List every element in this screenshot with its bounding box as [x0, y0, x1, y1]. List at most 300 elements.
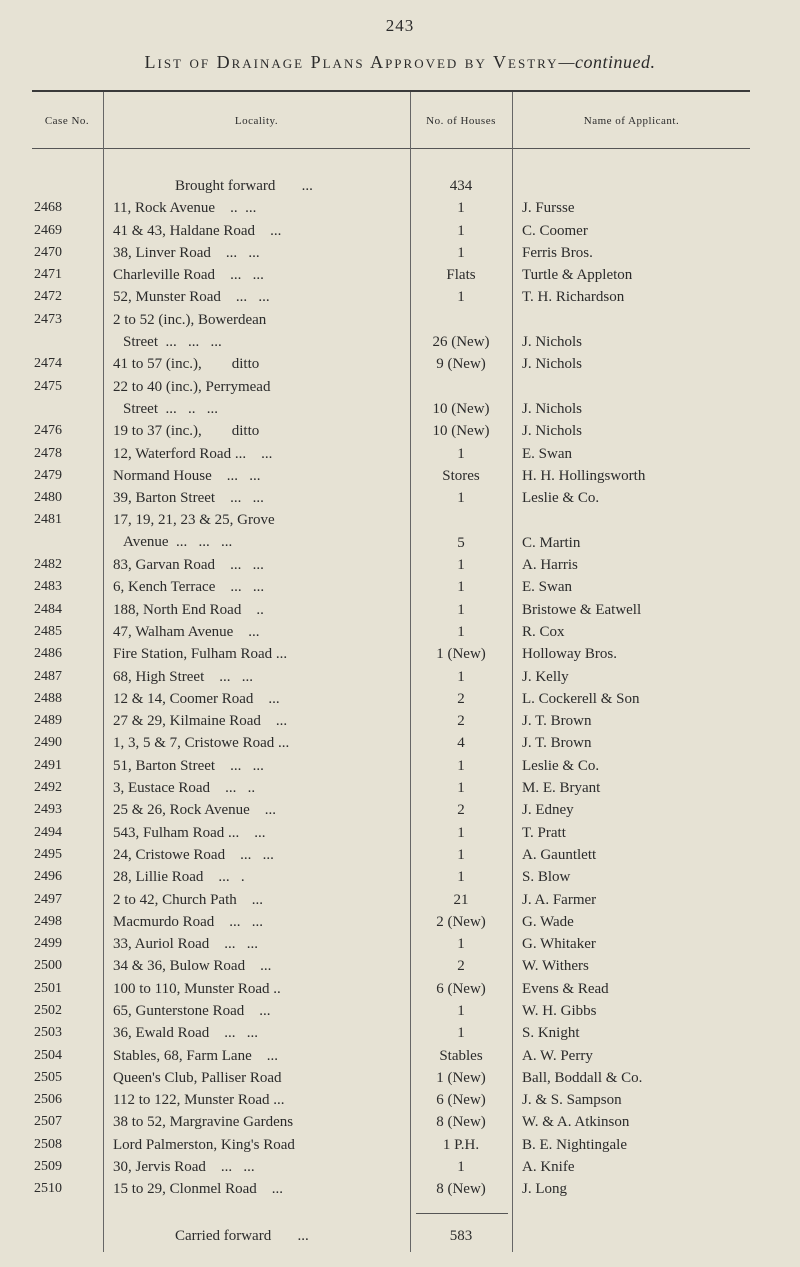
applicant-name: J. Nichols	[522, 356, 582, 373]
leader-dots: ...	[275, 713, 288, 730]
table-row	[0, 933, 800, 955]
locality-continuation: Street ... ... ...	[123, 333, 222, 350]
brought-forward-row	[0, 175, 800, 197]
case-number: 2476	[34, 423, 62, 439]
applicant-name: J. & S. Sampson	[522, 1092, 622, 1109]
case-number: 2489	[34, 713, 62, 729]
table-row	[0, 978, 800, 1000]
table-row	[0, 576, 800, 598]
table-row	[0, 666, 800, 688]
applicant-name: S. Knight	[522, 1025, 580, 1042]
leader-dots: ... ...	[240, 846, 274, 863]
locality-cell	[113, 264, 403, 286]
case-number: 2470	[34, 244, 62, 260]
locality-text: 83, Garvan Road	[113, 557, 216, 574]
applicant-name: A. Knife	[522, 1159, 575, 1176]
locality-text: 25 & 26, Rock Avenue	[113, 802, 250, 819]
locality-cell	[113, 286, 403, 308]
leader-dots: ... ...	[219, 668, 253, 685]
locality-continuation: Avenue ... ... ...	[123, 534, 233, 551]
locality-text: Normand House	[113, 467, 212, 484]
applicant-name: J. Edney	[522, 802, 574, 819]
applicant-name: E. Swan	[522, 579, 572, 596]
locality-text: 543, Fulham Road ...	[113, 824, 240, 841]
locality-cell	[113, 1089, 403, 1111]
table-row	[0, 866, 800, 888]
houses-count: 21	[453, 891, 469, 908]
houses-count: 1	[457, 490, 465, 507]
applicant-name: W. Withers	[522, 958, 589, 975]
locality-text: 2 to 52 (inc.), Bowerdean	[113, 311, 267, 328]
leader-dots: ... ...	[229, 913, 263, 930]
locality-cell	[113, 933, 403, 955]
leader-dots: ... ...	[230, 267, 264, 284]
houses-count: 10 (New)	[432, 400, 490, 417]
locality-text: 1, 3, 5 & 7, Cristowe Road ...	[113, 735, 290, 752]
page-number: 243	[385, 16, 415, 35]
table-row	[0, 353, 800, 375]
houses-count: 1 (New)	[436, 1069, 486, 1086]
locality-cell	[113, 666, 403, 688]
locality-cell	[113, 822, 403, 844]
applicant-name: Holloway Bros.	[522, 646, 617, 663]
table-row	[0, 465, 800, 487]
locality-cell	[113, 509, 403, 553]
case-number: 2491	[34, 757, 62, 773]
case-number: 2495	[34, 846, 62, 862]
leader-dots: ... ...	[225, 244, 260, 261]
case-number: 2497	[34, 891, 62, 907]
top-rule	[32, 90, 750, 92]
total-rule	[416, 1213, 508, 1214]
applicant-name: W. & A. Atkinson	[522, 1114, 630, 1131]
locality-cell	[113, 911, 403, 933]
locality-cell	[113, 777, 403, 799]
locality-text: Stables, 68, Farm Lane	[113, 1047, 252, 1064]
houses-count: 1	[457, 846, 465, 863]
case-number: 2492	[34, 780, 62, 796]
houses-count: 1	[457, 623, 465, 640]
table-row	[0, 688, 800, 710]
locality-cell	[113, 1045, 403, 1067]
applicant-name: Leslie & Co.	[522, 757, 600, 774]
applicant-name: H. H. Hollingsworth	[522, 467, 646, 484]
applicant-name: A. W. Perry	[522, 1047, 593, 1064]
case-number: 2480	[34, 490, 62, 506]
houses-count: 1 P.H.	[442, 1136, 480, 1153]
houses-count: 5	[457, 534, 465, 551]
case-number: 2496	[34, 869, 62, 885]
locality-text: 65, Gunterstone Road	[113, 1002, 245, 1019]
locality-cell	[113, 1156, 403, 1178]
table-row	[0, 197, 800, 219]
header-houses: No. of Houses	[426, 114, 496, 127]
table-row	[0, 286, 800, 308]
houses-count: 1	[457, 244, 465, 261]
table-row	[0, 822, 800, 844]
locality-cell	[113, 487, 403, 509]
table-row	[0, 732, 800, 754]
brought-forward-value: 434	[449, 178, 473, 194]
locality-text: 24, Cristowe Road	[113, 846, 226, 863]
locality-cell	[113, 309, 403, 353]
leader-dots: ..	[256, 601, 264, 618]
leader-dots: .. ...	[230, 200, 257, 217]
case-number: 2504	[34, 1047, 62, 1063]
houses-count: 1	[457, 289, 465, 306]
applicant-name: Leslie & Co.	[522, 490, 600, 507]
leader-dots: ... ...	[235, 289, 270, 306]
locality-cell	[113, 889, 403, 911]
houses-count: Stores	[442, 467, 480, 484]
applicant-name: C. Coomer	[522, 222, 588, 239]
case-number: 2503	[34, 1025, 62, 1041]
houses-count: 1	[457, 780, 465, 797]
houses-count: 6 (New)	[436, 1092, 486, 1109]
leader-dots: ... .	[218, 869, 245, 886]
locality-text: 41 & 43, Haldane Road	[113, 222, 256, 239]
houses-count: 1	[457, 1159, 465, 1176]
locality-cell	[113, 197, 403, 219]
leader-dots: ...	[260, 958, 272, 975]
case-number: 2494	[34, 824, 62, 840]
case-number: 2483	[34, 579, 62, 595]
locality-cell	[113, 844, 403, 866]
locality-cell	[113, 576, 403, 598]
case-number: 2510	[34, 1181, 62, 1197]
applicant-name: M. E. Bryant	[522, 780, 601, 797]
case-number: 2473	[34, 311, 62, 327]
locality-cell	[113, 1022, 403, 1044]
applicant-name: G. Wade	[522, 913, 574, 930]
houses-count: 4	[457, 735, 465, 752]
applicant-name: Evens & Read	[522, 980, 609, 997]
applicant-name: J. Long	[522, 1181, 567, 1198]
locality-cell	[113, 1067, 403, 1089]
table-row	[0, 420, 800, 442]
case-number: 2493	[34, 802, 62, 818]
case-number: 2507	[34, 1114, 62, 1130]
locality-cell	[113, 1178, 403, 1200]
case-number: 2499	[34, 936, 62, 952]
case-number: 2488	[34, 690, 62, 706]
table-row	[0, 844, 800, 866]
table-row	[0, 1000, 800, 1022]
locality-cell	[113, 755, 403, 777]
header-applicant: Name of Applicant.	[583, 114, 680, 127]
case-number: 2502	[34, 1002, 62, 1018]
houses-count: Stables	[439, 1047, 483, 1064]
houses-count: 2	[457, 690, 465, 707]
header-locality: Locality.	[234, 114, 279, 127]
leader-dots: ...	[251, 891, 263, 908]
applicant-name: Ferris Bros.	[522, 244, 593, 261]
houses-count: 2 (New)	[436, 913, 486, 930]
applicant-name: J. A. Farmer	[522, 891, 597, 908]
table-row	[0, 643, 800, 665]
applicant-name: R. Cox	[522, 623, 565, 640]
locality-text: 34 & 36, Bulow Road	[113, 958, 246, 975]
table-row	[0, 264, 800, 286]
locality-cell	[113, 732, 403, 754]
case-number: 2479	[34, 467, 62, 483]
case-number: 2500	[34, 958, 62, 974]
leader-dots: ... ...	[226, 467, 261, 484]
locality-text: 38 to 52, Margravine Gardens	[113, 1114, 294, 1131]
locality-cell	[113, 621, 403, 643]
locality-text: 112 to 122, Munster Road ...	[113, 1092, 285, 1109]
locality-cell	[113, 554, 403, 576]
locality-text: 33, Auriol Road	[113, 936, 210, 953]
locality-cell	[113, 955, 403, 977]
locality-text: Macmurdo Road	[113, 913, 215, 930]
applicant-name: J. T. Brown	[522, 713, 592, 730]
locality-cell	[113, 1111, 403, 1133]
case-number: 2506	[34, 1092, 62, 1108]
locality-text: 41 to 57 (inc.), ditto	[113, 356, 260, 373]
leader-dots: ... ..	[225, 780, 256, 797]
locality-text: 22 to 40 (inc.), Perrymead	[113, 378, 271, 395]
houses-count: 1	[457, 936, 465, 953]
locality-cell	[113, 1134, 403, 1156]
case-number: 2484	[34, 601, 62, 617]
carried-forward-dots: ...	[297, 1228, 309, 1244]
leader-dots: ... ...	[220, 1159, 255, 1176]
houses-count: 8 (New)	[436, 1181, 486, 1198]
case-number: 2469	[34, 222, 62, 238]
locality-text: Charleville Road	[113, 267, 216, 284]
houses-count: 2	[457, 713, 465, 730]
houses-count: 1	[457, 579, 465, 596]
applicant-name: A. Harris	[522, 557, 578, 574]
leader-dots: ... ...	[224, 936, 258, 953]
leader-dots: ... ...	[230, 490, 264, 507]
case-number: 2482	[34, 557, 62, 573]
locality-text: 36, Ewald Road	[113, 1025, 210, 1042]
table-row	[0, 1089, 800, 1111]
case-number: 2509	[34, 1159, 62, 1175]
leader-dots: ...	[261, 445, 273, 462]
houses-count: 1	[457, 824, 465, 841]
locality-text: 38, Linver Road	[113, 244, 211, 261]
table-row	[0, 621, 800, 643]
applicant-name: Bristowe & Eatwell	[522, 601, 642, 618]
locality-text: Fire Station, Fulham Road ...	[113, 646, 288, 663]
case-number: 2490	[34, 735, 62, 751]
carried-forward-text: Carried forward	[175, 1228, 272, 1244]
applicant-name: Turtle & Appleton	[522, 267, 633, 284]
locality-cell	[113, 1000, 403, 1022]
locality-cell	[113, 465, 403, 487]
houses-count: 9 (New)	[436, 356, 486, 373]
applicant-name: J. Kelly	[522, 668, 569, 685]
houses-count: 1	[457, 757, 465, 774]
locality-text: 28, Lillie Road	[113, 869, 204, 886]
locality-continuation: Street ... .. ...	[123, 400, 218, 417]
applicant-name: J. Nichols	[522, 423, 582, 440]
applicant-name: A. Gauntlett	[522, 846, 597, 863]
table-row	[0, 599, 800, 621]
title-suffix: —continued.	[558, 52, 656, 72]
applicant-name: Ball, Boddall & Co.	[522, 1069, 643, 1086]
leader-dots: ...	[264, 802, 277, 819]
applicant-name: T. H. Richardson	[522, 289, 625, 306]
locality-text: 2 to 42, Church Path	[113, 891, 237, 908]
locality-text: 188, North End Road	[113, 601, 242, 618]
table-row	[0, 242, 800, 264]
case-number: 2508	[34, 1136, 62, 1152]
locality-cell	[113, 866, 403, 888]
houses-count: 6 (New)	[436, 980, 486, 997]
locality-text: 51, Barton Street	[113, 757, 216, 774]
applicant-name: J. T. Brown	[522, 735, 592, 752]
case-number: 2468	[34, 200, 62, 216]
table-row	[0, 955, 800, 977]
leader-dots: ...	[254, 824, 266, 841]
locality-cell	[113, 220, 403, 242]
houses-count: 1 (New)	[436, 646, 486, 663]
carried-forward-value: 583	[449, 1228, 473, 1244]
table-row	[0, 309, 800, 354]
houses-count: 1	[457, 668, 465, 685]
case-number: 2505	[34, 1069, 62, 1085]
table-row	[0, 755, 800, 777]
applicant-name: E. Swan	[522, 445, 572, 462]
locality-text: 19 to 37 (inc.), ditto	[113, 423, 260, 440]
locality-cell	[113, 443, 403, 465]
table-row	[0, 1045, 800, 1067]
applicant-name: S. Blow	[522, 869, 571, 886]
table-row	[0, 220, 800, 242]
applicant-name: J. Fursse	[522, 200, 575, 217]
locality-cell	[113, 353, 403, 375]
leader-dots: ...	[268, 690, 280, 707]
locality-text: 52, Munster Road	[113, 289, 221, 306]
case-number: 2471	[34, 267, 62, 283]
table-row	[0, 1067, 800, 1089]
carried-forward-row	[0, 1225, 800, 1249]
houses-count: 2	[457, 958, 465, 975]
houses-count: 2	[457, 802, 465, 819]
page-title	[0, 52, 800, 73]
table-row	[0, 1156, 800, 1178]
leader-dots: ... ...	[224, 1025, 258, 1042]
houses-count: 1	[457, 222, 465, 239]
locality-text: Lord Palmerston, King's Road	[113, 1136, 295, 1153]
table-row	[0, 1022, 800, 1044]
header-case-no: Case No.	[44, 114, 90, 127]
leader-dots: ...	[259, 1002, 271, 1019]
case-number: 2485	[34, 623, 62, 639]
locality-cell	[113, 420, 403, 442]
plans-table-body	[0, 175, 800, 1201]
locality-text: 17, 19, 21, 23 & 25, Grove	[113, 512, 275, 529]
houses-count: 1	[457, 445, 465, 462]
applicant-name: J. Nichols	[522, 400, 582, 417]
leader-dots: ...	[271, 1181, 283, 1198]
case-number: 2481	[34, 512, 62, 528]
leader-dots: ...	[248, 623, 260, 640]
leader-dots: ...	[266, 1047, 278, 1064]
locality-text: 6, Kench Terrace	[113, 579, 216, 596]
locality-text: 15 to 29, Clonmel Road	[113, 1181, 257, 1198]
locality-cell	[113, 242, 403, 264]
table-row	[0, 554, 800, 576]
applicant-name: J. Nichols	[522, 334, 582, 351]
case-number: 2498	[34, 913, 62, 929]
applicant-name: C. Martin	[522, 534, 581, 551]
table-row	[0, 1178, 800, 1200]
houses-count: 1	[457, 869, 465, 886]
houses-count: 10 (New)	[432, 423, 490, 440]
table-row	[0, 911, 800, 933]
locality-text: 47, Walham Avenue	[113, 623, 234, 640]
case-number: 2478	[34, 445, 62, 461]
locality-cell	[113, 688, 403, 710]
table-row	[0, 443, 800, 465]
locality-text: 30, Jervis Road	[113, 1159, 206, 1176]
leader-dots: ... ...	[230, 757, 264, 774]
houses-count: 8 (New)	[436, 1114, 486, 1131]
locality-cell	[113, 710, 403, 732]
case-number: 2472	[34, 289, 62, 305]
table-row	[0, 487, 800, 509]
table-row	[0, 376, 800, 421]
applicant-name: W. H. Gibbs	[522, 1002, 597, 1019]
case-number: 2474	[34, 356, 62, 372]
table-row	[0, 509, 800, 554]
brought-forward-text: Brought forward	[175, 178, 276, 194]
locality-cell	[113, 599, 403, 621]
table-row	[0, 1111, 800, 1133]
leader-dots: ... ...	[230, 579, 265, 596]
locality-text: Queen's Club, Palliser Road	[113, 1069, 282, 1086]
houses-count: 1	[457, 1002, 465, 1019]
table-row	[0, 1134, 800, 1156]
table-row	[0, 799, 800, 821]
title-text: List of Drainage Plans Approved by Vestry	[144, 52, 559, 72]
locality-text: 39, Barton Street	[113, 490, 216, 507]
case-number: 2501	[34, 980, 62, 996]
applicant-name: G. Whitaker	[522, 936, 596, 953]
leader-dots: ...	[270, 222, 282, 239]
locality-cell	[113, 643, 403, 665]
houses-count: 1	[457, 557, 465, 574]
table-row	[0, 710, 800, 732]
locality-text: 27 & 29, Kilmaine Road	[113, 713, 261, 730]
houses-count: 26 (New)	[432, 334, 490, 351]
locality-cell	[113, 376, 403, 420]
houses-count: 1	[457, 1025, 465, 1042]
houses-count: Flats	[446, 267, 476, 284]
locality-cell	[113, 799, 403, 821]
leader-dots: ... ...	[230, 557, 264, 574]
locality-text: 11, Rock Avenue	[113, 200, 216, 217]
brought-forward-dots: ...	[301, 178, 313, 194]
locality-text: 68, High Street	[113, 668, 205, 685]
applicant-name: L. Cockerell & Son	[522, 690, 640, 707]
applicant-name: T. Pratt	[522, 824, 566, 841]
houses-count: 1	[457, 200, 465, 217]
case-number: 2487	[34, 668, 62, 684]
locality-text: 100 to 110, Munster Road ..	[113, 980, 281, 997]
applicant-name: B. E. Nightingale	[522, 1136, 627, 1153]
locality-text: 3, Eustace Road	[113, 780, 211, 797]
table-row	[0, 777, 800, 799]
locality-text: 12, Waterford Road ...	[113, 445, 247, 462]
locality-cell	[113, 978, 403, 1000]
case-number: 2486	[34, 646, 62, 662]
